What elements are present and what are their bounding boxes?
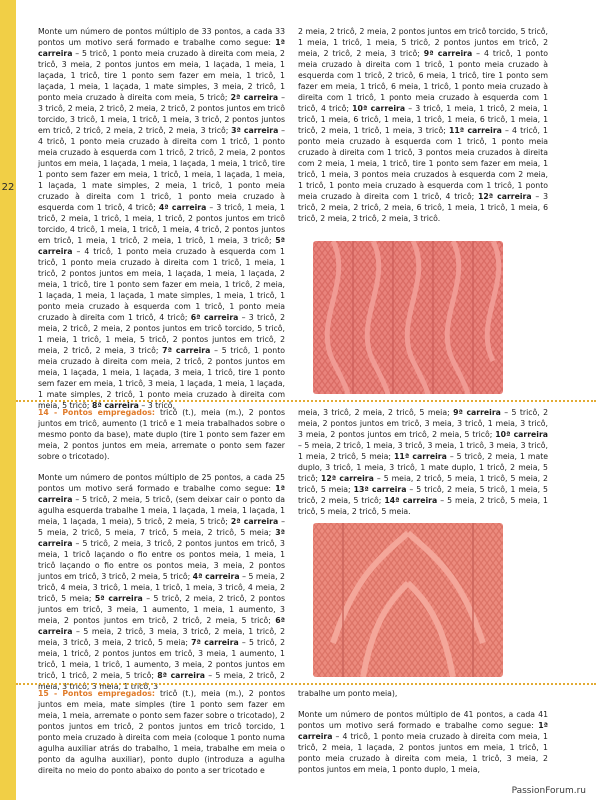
watermark: PassionForum.ru <box>511 786 586 796</box>
knitting-swatch-photo-13 <box>313 241 503 394</box>
section15-col1-text: tricô (t.), meia (m.), 2 pontos juntos em meia, mate simples (tire 1 ponto sem fazer em meia, 1 meia, arremate o ponto sem fazer sobre o tricotado), 2 pontos juntos em tricô, 2 pontos juntos em tricô torcido, 1 ponto meia cruzado à direita com meia (coloque 1 ponto numa agulha auxiliar atrás do trabalho, 1 meia, trabalhe em meia o ponto da agulha auxiliar), ponto duplo (introduza a agulha direita no meio do ponto abaixo do ponto a ser tricotado e <box>38 689 286 775</box>
knitting-swatch-photo-14 <box>313 523 503 677</box>
section-divider-1 <box>16 400 596 402</box>
section14-intro-text: tricô (t.), meia (m.), 2 pontos juntos em tricô, aumento (1 tricô e 1 meia trabalhados sobre o mesmo ponto da base), mate duplo (tire 1 ponto sem fazer em meia, 2 pontos juntos em meia, arremate o ponto sem fazer sobre o tricotado). <box>38 408 286 461</box>
section13-col2 <box>298 26 548 224</box>
section14-intro: 14 - Pontos empregados: tricô (t.), meia (m.), 2 pontos juntos em tricô, aumento (1 tricô e 1 meia trabalhados sobre o mesmo ponto da base), mate duplo (tire 1 ponto sem fazer em meia, 2 pontos juntos em meia, arremate o ponto sem fazer sobre o tricotado). <box>38 408 286 461</box>
page-number: 22 <box>1 182 15 193</box>
section15-col2 <box>298 688 548 775</box>
section13-col1 <box>38 26 285 411</box>
section14-heading: Pontos empregados: <box>62 408 155 417</box>
section14-col1 <box>38 407 285 692</box>
section13-col2-text: 2 meia, 2 tricô, 2 meia, 2 pontos juntos em tricô torcido, 5 tricô, 1 meia, 1 tricô, 1 meia, 5 tricô, 2 pontos juntos em tricô, 2 meia, 2 tricô, 2 meia, 3 tricô; 9ª carreira – 4 tricô, 1 ponto meia cruzado à direita com 1 tricô, 1 ponto meia cruzado à esquerda com 1 tricô, 2 tricô, 6 meia, 1 tricô, tire 1 ponto sem fazer em meia, 1 tricô, 6 meia, 1 tricô, 1 ponto meia cruzado à direita com 1 tricô, 1 ponto meia cruzado à esquerda com 1 tricô, 4 tricô; 10ª carreira – 3 tricô, 1 meia, 1 tricô, 2 meia, 1 tricô, 1 meia, 6 tricô, 1 meia, 1 tricô, 1 meia, 6 tricô, 1 meia, 1 tricô, 2 meia, 1 tricô, 1 meia, 3 tricô; 11ª carreira – 4 tricô, 1 ponto meia cruzado à esquerda com 1 tricô, 1 ponto meia cruzado à direita com 1 tricô, 3 pontos meia cruzados à direita com 2 meia, 1 meia, 1 tricô, tire 1 ponto sem fazer em meia, 1 tricô, 1 meia, 3 pontos meia cruzados à esquerda com 2 meia, 1 tricô, 1 ponto meia cruzado à esquerda com 1 tricô, 1 ponto meia cruzado à direita com 1 tricô, 4 tricô; 12ª carreira – 3 tricô, 2 meia, 2 tricô, 2 meia, 6 tricô, 1 meia, 1 tricô, 1 meia, 6 tricô, 2 meia, 2 tricô, 2 meia, 3 tricô. <box>298 27 548 223</box>
section15-col1 <box>38 688 285 776</box>
section15-text: 15 - Pontos empregados: tricô (t.), meia (m.), 2 pontos juntos em meia, mate simples (tire 1 ponto sem fazer em meia, 1 meia, arremate o ponto sem fazer sobre o tricotado), 2 pontos juntos em tricô, 2 pontos juntos em tricô torcido, 1 ponto meia cruzado à direita com meia (coloque 1 ponto numa agulha auxiliar atrás do trabalho, 1 meia, trabalhe em meia o ponto da agulha auxiliar), ponto duplo (introduza a agulha direita no meio do ponto abaixo do ponto a ser tricotado e <box>38 689 286 775</box>
section15-col2a-text: trabalhe um ponto meia), <box>298 689 398 698</box>
section15-number: 15 <box>38 689 49 698</box>
page-side-tab <box>0 0 16 800</box>
section14-col2-text: meia, 3 tricô, 2 meia, 2 tricô, 5 meia; 9ª carreira – 5 tricô, 2 meia, 2 pontos juntos em tricô, 3 meia, 3 tricô, 1 meia, 3 tricô, 3 meia, 2 pontos juntos em tricô, 2 meia, 5 tricô; 10ª carreira – 5 meia, 2 tricô, 1 meia, 3 tricô, 3 meia, 1 tricô, 3 meia, 3 tricô, 1 meia, 2 tricô, 5 meia; 11ª carreira – 5 tricô, 2 meia, 1 mate duplo, 3 tricô, 1 meia, 3 tricô, 1 mate duplo, 1 tricô, 2 meia, 5 tricô; 12ª carreira – 5 meia, 2 tricô, 5 meia, 1 tricô, 5 meia, 2 tricô, 5 meia; 13ª carreira – 5 tricô, 2 meia, 5 tricô, 1 meia, 5 tricô, 2 meia, 5 tricô; 14ª carreira – 5 meia, 2 tricô, 5 meia, 1 tricô, 5 meia, 2 tricô, 5 meia. <box>298 408 549 516</box>
section-divider-2 <box>16 683 596 685</box>
section15-col2b-text: Monte um número de pontos múltiplo de 41 pontos, a cada 41 pontos um motivo será formado e trabalhe como segue: 1ª carreira – 4 tricô, 1 ponto meia cruzado à direita com meia, 1 tricô, 2 meia, 1 laçada, 2 pontos juntos em meia, 1 tricô, 1 ponto meia cruzado à direita com meia, 1 tricô, 3 meia, 2 pontos juntos em meia, 1 ponto duplo, 1 meia, <box>298 710 548 774</box>
section14-col1-text: Monte um número de pontos múltiplo de 25 pontos, a cada 25 pontos um motivo será formado e trabalhe como segue: 1ª carreira – 5 tricô, 2 meia, 5 tricô, (sem deixar cair o ponto da agulha esquerda trabalhe 1 meia, 1 laçada, 1 meia, 1 laçada, 1 meia, 1 laçada, 1 meia), 5 tricô, 2 meia, 5 tricô; 2ª carreira – 5 meia, 2 tricô, 5 meia, 7 tricô, 5 meia, 2 tricô, 5 meia; 3ª carreira – 5 tricô, 2 meia, 3 tricô, 2 pontos juntos em tricô, 3 meia, 1 tricô laçando o fio entre os pontos meia, 1 meia, 1 tricô laçando o fio entre os pontos meia, 3 meia, 2 pontos juntos em tricô, 3 tricô, 2 meia, 5 tricô; 4ª carreira – 5 meia, 2 tricô, 4 meia, 3 tricô, 1 meia, 1 tricô, 1 meia, 3 tricô, 4 meia, 2 tricô, 5 meia; 5ª carreira – 5 tricô, 2 meia, 2 tricô, 2 pontos juntos em tricô, 3 meia, 1 aumento, 1 meia, 1 aumento, 3 meia, 2 pontos juntos em tricô, 2 tricô, 2 meia, 5 tricô; 6ª carreira – 5 meia, 2 tricô, 3 meia, 3 tricô, 2 meia, 1 tricô, 2 meia, 3 tricô, 3 meia, 2 tricô, 5 meia; 7ª carreira – 5 tricô, 2 meia, 1 tricô, 2 pontos juntos em tricô, 3 meia, 1 aumento, 1 tricô, 1 meia, 1 tricô, 1 aumento, 3 meia, 2 pontos juntos em tricô, 1 tricô, 2 meia, 5 tricô; 8ª carreira – 5 meia, 2 tricô, 2 meia, 3 tricô, 3 meia, 1 tricô, 3 <box>38 473 286 691</box>
section13-col1-text: Monte um número de pontos múltiplo de 33 pontos, a cada 33 pontos um motivo será formado e trabalhe como segue: 1ª carreira – 5 tricô, 1 ponto meia cruzado à direita com meia, 2 tricô, 3 meia, 2 pontos juntos em meia, 1 laçada, 1 meia, 1 laçada, 1 tricô, tire 1 ponto sem fazer em meia, 1 tricô, 1 laçada, 1 meia, 1 laçada, 1 mate simples, 3 meia, 2 tricô, 1 ponto meia cruzado à direita com meia, 5 tricô; 2ª carreira – 3 tricô, 2 meia, 2 tricô, 2 meia, 2 tricô, 2 pontos juntos em tricô torcido, 3 tricô, 1 meia, 1 tricô, 1 meia, 3 tricô, 2 pontos juntos em tricô, 2 tricô, 2 meia, 2 tricô, 2 meia, 3 tricô; 3ª carreira – 4 tricô, 1 ponto meia cruzado à direita com 1 tricô, 1 ponto meia cruzado à esquerda com 1 tricô, 2 tricô, 2 meia, 2 pontos juntos em meia, 1 laçada, 1 meia, 1 laçada, 1 meia, 1 tricô, tire 1 ponto sem fazer em meia, 1 tricô, 1 meia, 1 laçada, 1 meia, 1 laçada, 1 mate simples, 2 meia, 1 tricô, 1 ponto meia cruzado à direita com 1 tricô, 1 ponto meia cruzado à esquerda com 1 tricô, 4 tricô; 4ª carreira – 3 tricô, 1 meia, 1 tricô, 2 meia, 1 tricô, 1 meia, 1 tricô, 2 pontos juntos em tricô torcido, 4 tricô, 1 meia, 1 tricô, 1 meia, 4 tricô, 2 pontos juntos em tricô, 1 meia, 1 tricô, 2 meia, 1 tricô, 1 meia, 3 tricô; 5ª carreira – 4 tricô, 1 ponto meia cruzado à esquerda com 1 tricô, 1 ponto meia cruzado à direita com 1 tricô, 1 meia, 1 tricô, 2 pontos juntos em meia, 1 laçada, 1 meia, 1 laçada, 2 meia, 1 tricô, tire 1 ponto sem fazer em meia, 1 tricô, 2 meia, 1 laçada, 1 meia, 1 laçada, 1 mate simples, 1 meia, 1 tricô, 1 ponto meia cruzado à esquerda com 1 tricô, 1 ponto meia cruzado à direita com 1 tricô, 4 tricô; 6ª carreira – 3 tricô, 2 meia, 2 tricô, 2 meia, 2 pontos juntos em tricô torcido, 5 tricô, 1 meia, 1 tricô, 1 meia, 5 tricô, 2 pontos juntos em tricô, 2 meia, 2 tricô, 2 meia, 3 tricô; 7ª carreira – 5 tricô, 1 ponto meia cruzado à direita com meia, 2 tricô, 2 pontos juntos em meia, 1 laçada, 1 meia, 1 laçada, 3 meia, 1 tricô, tire 1 ponto sem fazer em meia, 1 tricô, 3 meia, 1 laçada, 1 meia, 1 laçada, 1 mate simples, 2 tricô, 1 ponto meia cruzado à direita com meia, 5 tricô; 8ª carreira – 3 tricô, <box>38 27 285 410</box>
section14-number: 14 <box>38 408 49 417</box>
section14-col2 <box>298 407 548 517</box>
section15-heading: Pontos empregados: <box>62 689 155 698</box>
